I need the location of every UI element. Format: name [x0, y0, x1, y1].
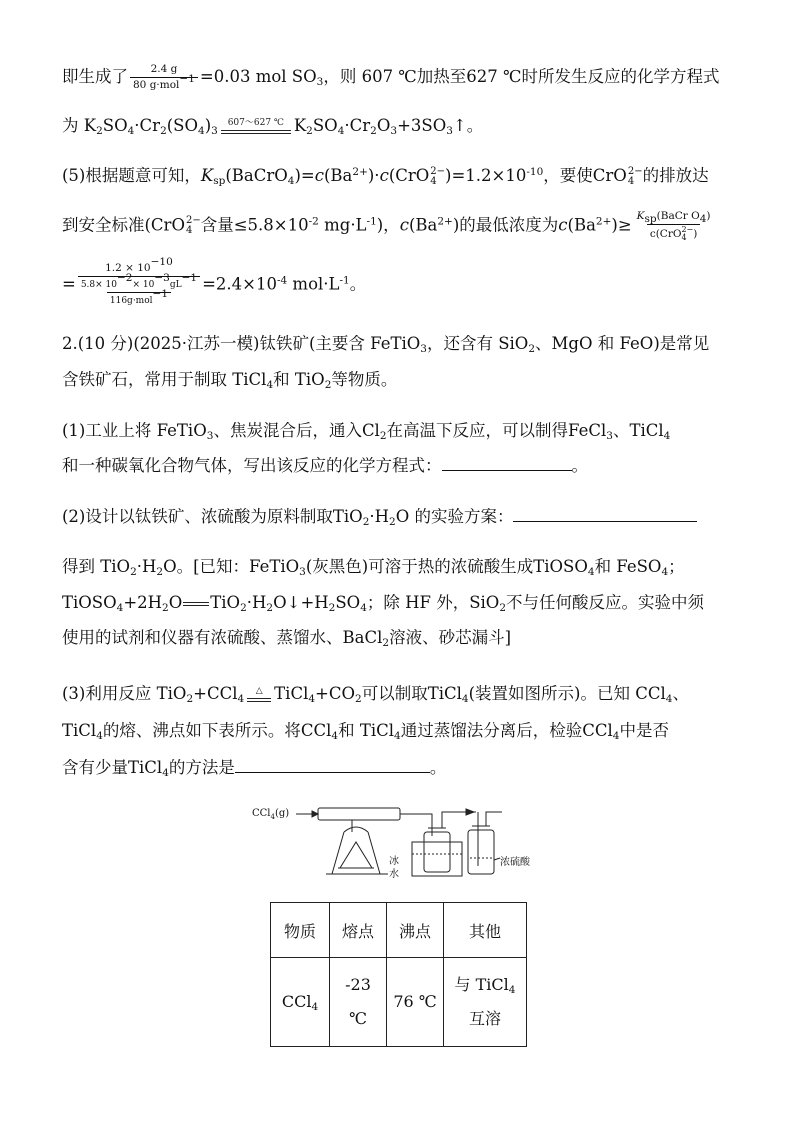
text: 含量≤5.8×10 [200, 215, 309, 235]
text: ； [668, 557, 685, 576]
text: 和 FeSO [594, 557, 662, 576]
text: =0.03 mol SO [199, 67, 317, 86]
text: 与 TiCl [454, 975, 509, 994]
sub: 4 [308, 693, 316, 705]
text: 的熔、沸点如下表所示。将CCl [102, 721, 332, 740]
question-2-line-2 [62, 369, 397, 391]
text: 含铁矿石，常用于制取 TiCl [62, 370, 267, 389]
part-3-line-3 [62, 757, 446, 779]
text: 等物质。 [331, 370, 398, 389]
text: (SO [166, 116, 199, 135]
text: 到安全标准(CrO [62, 215, 185, 235]
italic-c: c [558, 215, 568, 235]
inlet-arrow-head [312, 811, 318, 817]
text: 溶液、砂芯漏斗] [389, 628, 511, 647]
answer-blank-equation[interactable] [442, 456, 572, 471]
den-text: 80 g·mol [133, 79, 180, 91]
part-2-line-3 [62, 592, 704, 614]
sub: 2 [379, 430, 387, 442]
den-text: ) [693, 228, 698, 240]
apparatus-drawing [252, 802, 552, 884]
sub: 2 [306, 125, 313, 137]
conc-sulfuric-acid-label: 浓硫酸 [500, 857, 530, 868]
text: ，还含有 SiO [426, 334, 529, 353]
double-line-equals [221, 130, 291, 134]
sub: 4 [587, 566, 595, 578]
text: (Ba [567, 215, 596, 235]
reaction-tube [318, 808, 400, 820]
text: ，则 607 ℃加热至627 ℃时所发生反应的化学方程式 [323, 67, 720, 86]
ion-sub: 4 [681, 233, 687, 242]
den-text: c(CrO [649, 228, 682, 240]
sub: 2 [389, 516, 396, 528]
text: O↓+H [273, 593, 329, 612]
text: +2H [123, 593, 163, 612]
fraction-denominator-lower [107, 288, 171, 308]
sub: 4 [661, 566, 669, 578]
ice-water-label-1: 冰 [389, 856, 399, 867]
ion-charge-stack [186, 216, 201, 236]
ion-charge-stack [430, 167, 445, 187]
text: )的最低浓度为 [452, 215, 559, 235]
text: (Ba [323, 166, 353, 185]
line-4 [62, 210, 716, 242]
text: )= [294, 166, 315, 185]
fraction-mass-over-molar [130, 63, 198, 92]
sub: 4 [337, 125, 345, 137]
acid-leader-line [494, 858, 500, 860]
sub: 2 [266, 602, 274, 614]
sub: 2 [240, 602, 247, 614]
part-3-line-1 [62, 683, 689, 705]
italic-c: c [399, 215, 409, 235]
text: 。 [349, 274, 367, 294]
sub: 2 [382, 637, 390, 649]
text: 、MgO 和 FeO)是常见 [535, 334, 710, 353]
text: )， [376, 215, 400, 235]
properties-table [270, 902, 527, 1047]
num-text: (BaCr O [656, 210, 700, 222]
sup: 2+ [595, 215, 612, 228]
answer-blank-experiment[interactable] [513, 507, 697, 522]
sub: 4 [96, 730, 103, 742]
sup: −1 [181, 272, 198, 284]
text: ) [204, 116, 212, 135]
receiving-flask [424, 832, 450, 872]
text: SO [335, 593, 361, 612]
sub: 2 [324, 379, 332, 391]
ion-charge: 2− [430, 165, 446, 177]
italic-c: c [379, 166, 389, 185]
text: 含有少量TiCl [62, 758, 163, 777]
text: 不与任何酸反应。实验中须 [506, 593, 705, 612]
connecting-tube-1 [400, 814, 432, 836]
alcohol-lamp [340, 842, 372, 868]
part-2-line-2 [62, 556, 685, 578]
fraction-ksp-over-c [634, 210, 714, 242]
header-substance: 物质 [271, 903, 330, 958]
question-2-line-1 [62, 333, 709, 355]
outlet-tube [486, 812, 502, 826]
line-3 [62, 165, 709, 187]
text: = [62, 274, 76, 294]
text: mol·L [287, 274, 340, 294]
ion-charge-stack [681, 226, 693, 242]
sub: 2 [160, 125, 167, 137]
text: 可以制取TiCl [361, 684, 462, 703]
sup: −3 [154, 272, 170, 284]
italic-c: c [314, 166, 324, 185]
sub: 2 [370, 125, 377, 137]
text: (灰黑色)可溶于热的浓硫酸生成TiOSO [305, 557, 588, 576]
fraction-denominator-upper [78, 272, 200, 292]
text: ·Cr [134, 116, 161, 135]
header-other: 其他 [444, 903, 527, 958]
sub: 3 [606, 430, 613, 442]
sub: 4 [665, 693, 673, 705]
acid-wash-bottle [468, 830, 494, 874]
sup: −1 [152, 288, 168, 300]
text: CCl [281, 992, 312, 1011]
sub: 4 [266, 379, 274, 391]
text: 通过蒸馏法分离后，检验CCl [400, 721, 613, 740]
sub: 4 [116, 602, 124, 614]
sub: 4 [162, 767, 169, 779]
sub: 2 [528, 343, 536, 355]
sub: 3 [316, 76, 324, 88]
text: (BaCrO [225, 166, 288, 185]
sub: 4 [394, 730, 401, 742]
sup: −10 [150, 256, 173, 268]
sub: 4 [699, 213, 707, 225]
den-sup: −1 [179, 73, 195, 85]
sub: 3 [299, 566, 306, 578]
den-text: gL [169, 280, 182, 290]
sub: 2 [130, 566, 137, 578]
sub: sp [644, 213, 657, 225]
text: )· [367, 166, 380, 185]
ion-sub: 4 [430, 175, 437, 187]
text: 、焦炭混合后，通入Cl [213, 421, 380, 440]
fraction-numerator [634, 210, 714, 224]
text: O。[已知：FeTiO [163, 557, 300, 576]
sup: 2+ [437, 215, 453, 228]
text: 在高温下反应，可以制得FeCl [386, 421, 607, 440]
text: ↑。 [452, 116, 484, 135]
text: 互溶 [468, 1009, 501, 1028]
ion-sub: 4 [627, 175, 635, 187]
ice-water-label-2: 水 [389, 869, 399, 880]
sup: -10 [526, 166, 544, 178]
text: TiOSO [62, 593, 117, 612]
text: ·H [246, 593, 267, 612]
sub: 2 [328, 602, 336, 614]
sub: 4 [360, 602, 367, 614]
sup: −2 [117, 272, 133, 284]
heat-condition-equals [247, 687, 271, 702]
sub: 4 [612, 730, 620, 742]
text: 、 [672, 684, 689, 703]
line-5 [62, 256, 367, 308]
answer-blank-test-method[interactable] [235, 758, 430, 773]
sub: 2 [96, 125, 103, 137]
ion-charge: 2− [681, 225, 694, 234]
sub: 3 [206, 430, 214, 442]
sub: 4 [287, 175, 295, 187]
table-header-row [271, 903, 527, 958]
text: TiCl [274, 684, 309, 703]
text: +CO [315, 684, 356, 703]
ion-charge: 2− [185, 215, 201, 226]
text: O 的实验方案： [395, 507, 514, 526]
text: 中是否 [619, 721, 669, 740]
table-row [271, 958, 527, 1047]
ice-water-beaker [412, 842, 462, 876]
text: 和 TiCl [338, 721, 395, 740]
apparatus-figure [252, 802, 552, 884]
text: 、TiCl [612, 421, 664, 440]
num-text: ) [706, 210, 711, 222]
text: O [168, 593, 183, 612]
fraction-denominator [647, 224, 701, 242]
part-3-line-2 [62, 720, 669, 742]
sub: 2 [499, 602, 507, 614]
header-melting-point: 熔点 [330, 903, 387, 958]
sub: 3 [446, 125, 453, 137]
cell-substance [271, 958, 330, 1047]
text: (3)利用反应 TiO [62, 684, 187, 703]
line-1 [62, 63, 719, 92]
text: +3SO [397, 116, 447, 135]
text: (装置如图所示)。已知 CCl [468, 684, 666, 703]
part-1-line-1 [62, 420, 670, 442]
sub: 4 [311, 1001, 319, 1013]
fraction-concentration [78, 256, 200, 308]
fraction-numerator: 2.4 g [150, 63, 178, 75]
text: (CrO [388, 166, 430, 185]
text: mg·L [318, 215, 367, 235]
ion-sub: 4 [185, 225, 193, 236]
text: )≥ [611, 215, 632, 235]
ion-charge-stack [628, 167, 643, 187]
text: K [293, 116, 307, 135]
text: 的排放达 [642, 166, 709, 185]
sup: -4 [276, 274, 288, 287]
den-text: × 10 [132, 280, 155, 290]
text: =2.4×10 [202, 274, 277, 294]
den-text: 116g·mol [109, 296, 153, 306]
sub: 4 [461, 693, 469, 705]
part-1-line-2 [62, 455, 588, 477]
text: (g) [274, 808, 290, 819]
sup: -1 [339, 274, 350, 287]
sub: 4 [508, 984, 516, 996]
text: 的方法是 [168, 758, 235, 777]
sub: 3 [420, 343, 427, 355]
text: SO [312, 116, 338, 135]
num-k: K [636, 210, 645, 222]
part-2-line-4 [62, 627, 511, 649]
ksp-k: K [200, 166, 214, 185]
sub: sp [213, 175, 226, 187]
text: ，要使CrO [543, 166, 627, 185]
sup: 2+ [352, 166, 368, 178]
text: SO [102, 116, 128, 135]
text: CCl [252, 808, 271, 819]
cell-other [444, 958, 527, 1047]
sub: 4 [270, 813, 275, 821]
sub: 3 [390, 125, 398, 137]
num-text: 1.2 × 10 [105, 262, 151, 274]
double-line-equals [247, 698, 271, 702]
text: )=1.2×10 [445, 166, 527, 185]
text: 使用的试剂和仪器有浓硫酸、蒸馏水、BaCl [62, 628, 383, 647]
heat-triangle-icon: △ [255, 686, 263, 696]
text: (1)工业上将 FeTiO [62, 421, 207, 440]
text: 和一种碳氧化合物气体，写出该反应的化学方程式： [62, 456, 442, 475]
text: TiCl [62, 721, 97, 740]
text: 2.(10 分)(2025·江苏一模)钛铁矿(主要含 FeTiO [62, 334, 421, 353]
sub: 4 [198, 125, 205, 137]
text: 和 TiO [273, 370, 325, 389]
sub: 2 [355, 693, 362, 705]
sub: 3 [211, 125, 218, 137]
den-text: 5.8× 10 [80, 280, 117, 290]
text: 得到 TiO [62, 557, 131, 576]
sup: -1 [366, 215, 377, 228]
text: (5)根据题意可知， [62, 166, 201, 185]
reaction-condition-label: 607～627 ℃ [227, 118, 284, 128]
sub: 2 [156, 566, 164, 578]
text: 。 [429, 758, 447, 777]
text: +CCl [193, 684, 238, 703]
fraction-denominator [130, 73, 198, 92]
text: 为 K [62, 116, 97, 135]
sub: 4 [663, 430, 671, 442]
part-2-line-1 [62, 506, 697, 528]
sub: 2 [162, 602, 169, 614]
line-2 [62, 115, 483, 137]
sub: 2 [186, 693, 194, 705]
reaction-condition-equals [221, 119, 291, 134]
ion-charge: 2− [627, 165, 643, 177]
text: TiO [210, 593, 241, 612]
text: (2)设计以钛铁矿、浓硫酸为原料制取TiO [62, 507, 363, 526]
flame [344, 827, 368, 832]
cell-boiling-point: 76 ℃ [387, 958, 444, 1047]
text: ·Cr [344, 116, 371, 135]
sub: 4 [331, 730, 339, 742]
sub: 4 [127, 125, 135, 137]
text: ；除 HF 外，SiO [366, 593, 500, 612]
text: 即生成了 [62, 67, 128, 86]
text: 。 [571, 456, 588, 475]
sup: -2 [308, 215, 319, 228]
sub: 2 [362, 516, 370, 528]
header-boiling-point: 沸点 [387, 903, 444, 958]
text: O [376, 116, 391, 135]
sub: 4 [237, 693, 245, 705]
text: ·H [136, 557, 157, 576]
cell-melting-point: -23 ℃ [330, 958, 387, 1047]
text: ·H [369, 507, 390, 526]
connecting-tube-2 [442, 812, 476, 828]
text: (Ba [408, 215, 438, 235]
double-line-equals [183, 602, 209, 606]
